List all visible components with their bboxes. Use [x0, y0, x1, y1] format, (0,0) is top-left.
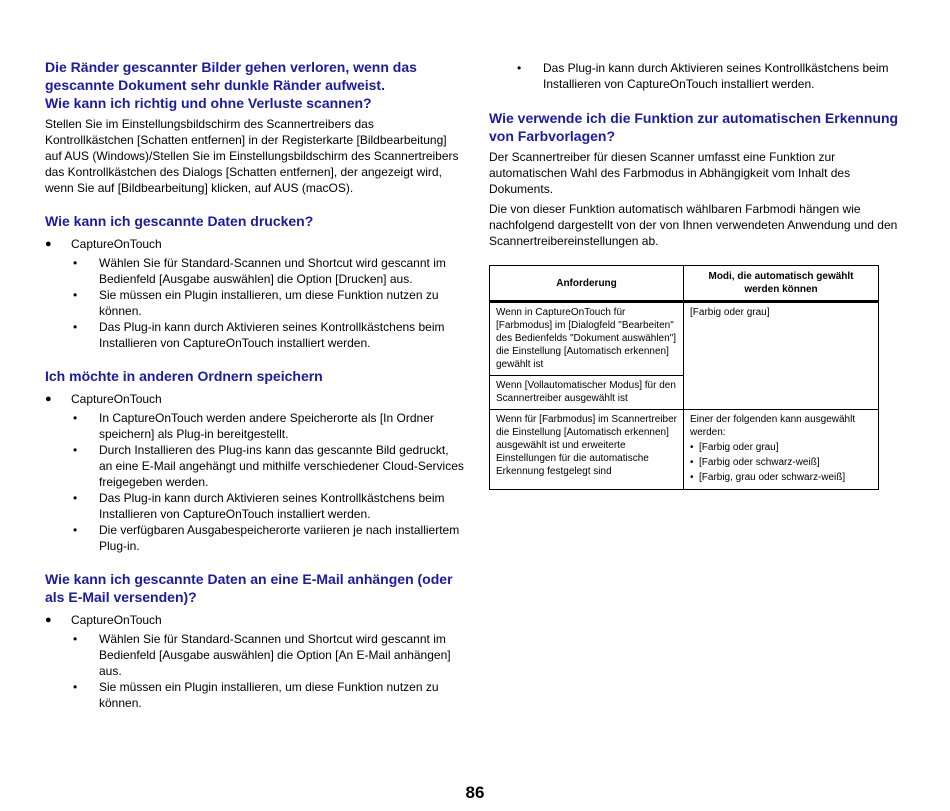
sub-list-item: • Durch Installieren des Plug-ins kann das gescannte Bild gedruckt, an eine E-Mail angehängt und mithilfe verschiedener Cloud-Services freigegeben werden.: [73, 443, 464, 489]
table-cell: Wenn in CaptureOnTouch für [Farbmodus] im [Dialogfeld "Bearbeiten" des Bedienfelds "Dokument auswählen"] die Einstellung [Automatisch erkennen] gewählt ist: [490, 302, 684, 376]
bullet-icon: •: [690, 442, 694, 453]
list-item: ● CaptureOnTouch • In CaptureOnTouch werden andere Speicherorte als [In Ordner speichern] als Plug-in bereitgestellt. • Durch Installieren des Plug-ins kann das gescannte Bild gedruckt, an eine E-Mail angehängt und mithilfe verschiedener Cloud-Services freigegeben werden. • Das Plug-in kann durch Aktivieren seines Kontrollkästchens beim Installieren von CaptureOnTouch installiert werden. • Die verfügbaren Ausgabespeicherorte variieren je nach installiertem Plug-in.: [45, 392, 464, 553]
section-email: [45, 570, 465, 711]
table-header: Modi, die automatisch gewählt werden können: [684, 266, 879, 302]
section-folders: [45, 367, 465, 554]
section-title: Wie kann ich gescannte Daten an eine E-Mail anhängen (oder als E-Mail versenden)?: [45, 571, 453, 605]
table-cell: Wenn [Vollautomatischer Modus] für den Scannertreiber ausgewählt ist: [490, 376, 684, 410]
bullet-icon: ●: [45, 393, 52, 405]
left-column: [45, 58, 465, 727]
bullet-icon: •: [73, 632, 78, 646]
list-item: • [Farbig oder grau]: [690, 442, 779, 453]
right-column: [489, 58, 904, 490]
table-row: [490, 302, 879, 376]
sub-list-item: • Wählen Sie für Standard-Scannen und Shortcut wird gescannt im Bedienfeld [Ausgabe auswählen] die Option [An E-Mail anhängen] aus.: [73, 632, 451, 678]
section-body: Die von dieser Funktion automatisch wählbaren Farbmodi hängen wie nachfolgend dargestellt von der von Ihnen verwendeten Anwendung und den Scannertreibereinstellungen ab.: [489, 202, 898, 248]
table-header: Anforderung: [490, 266, 684, 302]
sub-list-item: • Sie müssen ein Plugin installieren, um diese Funktion nutzen zu können.: [73, 680, 439, 710]
bullet-icon: •: [73, 288, 78, 302]
bullet-icon: •: [73, 491, 78, 505]
bullet-icon: •: [73, 523, 78, 537]
section-title: Wie verwende ich die Funktion zur automatischen Erkennung von Farbvorlagen?: [489, 110, 899, 144]
sub-list-item: • Die verfügbaren Ausgabespeicherorte variieren je nach installiertem Plug-in.: [73, 523, 460, 553]
section-dark-edges: [45, 58, 465, 196]
sub-list-item: • Sie müssen ein Plugin installieren, um diese Funktion nutzen zu können.: [73, 288, 439, 318]
section-body: Stellen Sie im Einstellungsbildschirm des Scannertreibers das Kontrollkästchen [Schatten entfernen] in der Registerkarte [Bildbearbeitung] auf AUS (Windows)/Stellen Sie im Einstellungsbildschirm des Scannertreibers das Kontrollkästchen des Dialogs [Schatten entfernen], der angezeigt wird, wenn Sie auf [Bildbearbeitung] klicken, auf AUS (macOS).: [45, 117, 459, 195]
list-item: • [Farbig, grau oder schwarz-weiß]: [690, 472, 846, 483]
bullet-icon: ●: [45, 238, 52, 250]
color-mode-table: [489, 265, 879, 490]
bullet-icon: •: [73, 443, 78, 457]
table-row: [490, 410, 879, 490]
sub-list-item: • Das Plug-in kann durch Aktivieren seines Kontrollkästchens beim Installieren von CaptureOnTouch installiert werden.: [517, 61, 889, 91]
table-cell: Einer der folgenden kann ausgewählt werden: • [Farbig oder grau] • [Farbig oder schwarz-weiß] • [Farbig, grau oder schwarz-weiß]: [684, 410, 879, 490]
list-item: ● CaptureOnTouch • Wählen Sie für Standard-Scannen und Shortcut wird gescannt im Bedienfeld [Ausgabe auswählen] die Option [Drucken] aus. • Sie müssen ein Plugin installieren, um diese Funktion nutzen zu können. • Das Plug-in kann durch Aktivieren seines Kontrollkästchens beim Installieren von CaptureOnTouch installiert werden.: [45, 236, 465, 351]
page-number: 86: [465, 783, 485, 802]
bullet-icon: •: [517, 61, 522, 75]
section-title: Wie kann ich gescannte Daten drucken?: [45, 213, 314, 229]
table-cell: [Farbig oder grau]: [684, 302, 879, 410]
table-cell: Wenn für [Farbmodus] im Scannertreiber die Einstellung [Automatisch erkennen] ausgewählt ist und erweiterte Einstellungen für die automatische Erkennung festgelegt sind: [490, 410, 684, 490]
section-body: Der Scannertreiber für diesen Scanner umfasst eine Funktion zur automatischen Wahl des Farbmodus in Abhängigkeit vom Inhalt des Dokuments.: [489, 150, 851, 196]
bullet-icon: ●: [45, 614, 52, 626]
bullet-icon: •: [690, 472, 694, 483]
section-color-detection: [489, 109, 904, 490]
sub-list-item: • Das Plug-in kann durch Aktivieren seines Kontrollkästchens beim Installieren von CaptureOnTouch installiert werden.: [73, 491, 445, 521]
bullet-icon: •: [690, 457, 694, 468]
list-item: • [Farbig oder schwarz-weiß]: [690, 457, 820, 468]
sub-list-item: • Das Plug-in kann durch Aktivieren seines Kontrollkästchens beim Installieren von CaptureOnTouch installiert werden.: [73, 320, 445, 350]
list-item: ● CaptureOnTouch • Wählen Sie für Standard-Scannen und Shortcut wird gescannt im Bedienfeld [Ausgabe auswählen] die Option [An E-Mail anhängen] aus. • Sie müssen ein Plugin installieren, um diese Funktion nutzen zu können.: [45, 612, 465, 711]
bullet-icon: •: [73, 680, 78, 694]
bullet-icon: •: [73, 256, 78, 270]
sub-list-item: • In CaptureOnTouch werden andere Speicherorte als [In Ordner speichern] als Plug-in bereitgestellt.: [73, 411, 434, 441]
bullet-icon: •: [73, 320, 78, 334]
section-print: [45, 212, 465, 351]
section-title: Ich möchte in anderen Ordnern speichern: [45, 368, 323, 384]
section-title: Die Ränder gescannter Bilder gehen verloren, wenn das gescannte Dokument sehr dunkle Ränder aufweist. Wie kann ich richtig und ohne Verluste scannen?: [45, 59, 417, 111]
bullet-icon: •: [73, 411, 78, 425]
sub-list-item: • Wählen Sie für Standard-Scannen und Shortcut wird gescannt im Bedienfeld [Ausgabe auswählen] die Option [Drucken] aus.: [73, 256, 446, 286]
